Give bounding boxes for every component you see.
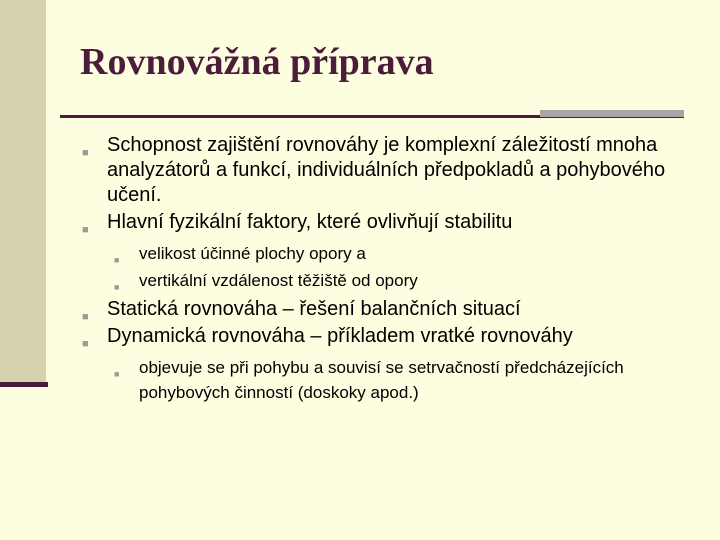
square-bullet-icon: ■ [114,369,120,379]
bullet-item [82,133,702,208]
sub-bullet-item [114,268,702,293]
bullet-item [82,324,702,405]
sub-bullet-list [107,355,702,405]
bullet-text: Hlavní fyzikální faktory, které ovlivňují stabilitu [107,211,513,233]
bullet-text: Dynamická rovnováha – příkladem vratké rovnováhy [107,325,573,347]
sub-bullet-item [114,241,702,266]
square-bullet-icon: ■ [82,311,89,323]
sub-bullet-text: velikost účinné plochy opory a [139,244,366,263]
sub-bullet-text: objevuje se při pohybu a souvisí se setrvačností předcházejících pohybových činností (doskoky apod.) [139,358,624,402]
square-bullet-icon: ■ [114,255,120,265]
bullet-list [82,133,702,405]
square-bullet-icon: ■ [82,147,89,159]
sub-bullet-text: vertikální vzdálenost těžiště od opory [139,271,418,290]
square-bullet-icon: ■ [114,282,120,292]
bullet-text: Statická rovnováha – řešení balančních situací [107,298,521,320]
slide-title: Rovnovážná příprava [80,41,434,83]
bullet-text: Schopnost zajištění rovnováhy je komplexní záležitostí mnoha analyzátorů a funkcí, individuálních předpokladů a pohybového učení. [107,134,666,206]
left-decorative-band [0,0,46,385]
left-band-divider [0,382,48,387]
sub-bullet-item [114,355,702,405]
title-underline-accent [540,110,684,117]
square-bullet-icon: ■ [82,338,89,350]
square-bullet-icon: ■ [82,224,89,236]
bullet-item [82,210,702,293]
slide-content [82,133,702,409]
sub-bullet-list [107,241,702,293]
bullet-item [82,297,702,322]
